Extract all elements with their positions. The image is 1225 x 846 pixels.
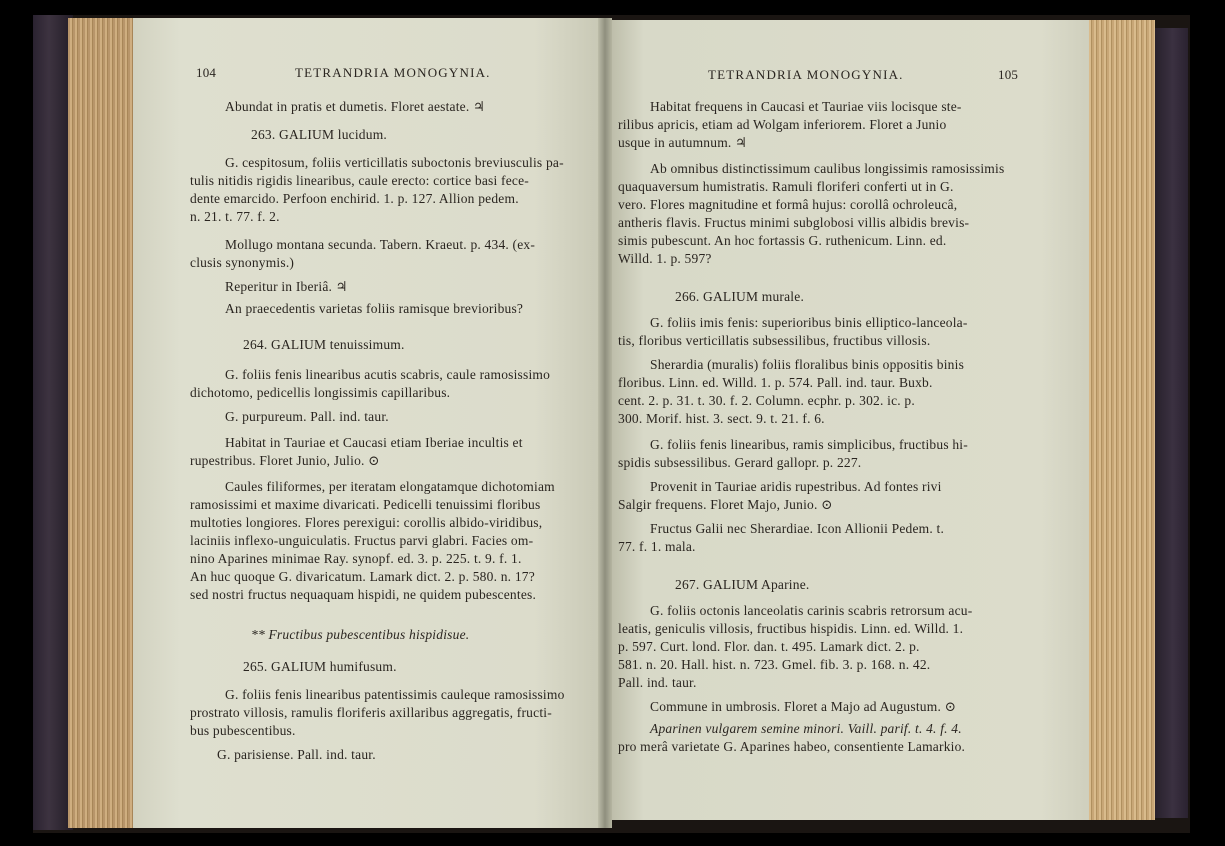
text-line: Abundat in pratis et dumetis. Floret aestate. ♃: [225, 99, 486, 114]
text-line: 300. Morif. hist. 3. sect. 9. t. 21. f. 6.: [618, 411, 825, 426]
text-line: rilibus apricis, etiam ad Wolgam inferiorem. Floret a Junio: [618, 117, 947, 132]
text-line: G. foliis fenis linearibus, ramis simplicibus, fructibus hi-: [650, 437, 968, 452]
text-line: antheris flavis. Fructus minimi subglobosi villis albidis brevis-: [618, 215, 970, 230]
text-line: tis, floribus verticillatis subsessilibus, fructibus villosis.: [618, 333, 931, 348]
running-head-right: TETRANDRIA MONOGYNIA.: [708, 67, 904, 82]
text-line: leatis, geniculis villosis, fructibus hispidis. Linn. ed. Willd. 1.: [618, 621, 964, 636]
text-line: prostrato villosis, ramulis floriferis axillaribus aggregatis, fructi-: [190, 705, 552, 720]
text-line: G. foliis fenis linearibus acutis scabris, caule ramosissimo: [225, 367, 551, 382]
page-number-left: 104: [196, 65, 217, 80]
text-line: clusis synonymis.): [190, 255, 295, 270]
text-line: G. foliis fenis linearibus patentissimis cauleque ramosissimo: [225, 687, 565, 702]
text-line: Sherardia (muralis) foliis floralibus binis oppositis binis: [650, 357, 965, 372]
text-line: spidis subsessilibus. Gerard gallopr. p. 227.: [618, 455, 862, 470]
left-page-block: [68, 18, 138, 828]
text-line: n. 21. t. 77. f. 2.: [190, 209, 280, 224]
right-page: [605, 20, 1089, 820]
text-line: G. parisiense. Pall. ind. taur.: [217, 747, 376, 762]
right-cover-edge: [1150, 28, 1188, 818]
text-line: dichotomo, pedicellis longissimis capillaribus.: [190, 385, 451, 400]
text-line: G. cespitosum, foliis verticillatis suboctonis breviusculis pa-: [225, 155, 564, 170]
text-line: Habitat in Tauriae et Caucasi etiam Iberiae incultis et: [225, 435, 523, 450]
text-line: 77. f. 1. mala.: [618, 539, 696, 554]
text-line: Commune in umbrosis. Floret a Majo ad Augustum. ⊙: [650, 699, 957, 714]
text-line: cent. 2. p. 31. t. 30. f. 2. Column. ecphr. p. 302. ic. p.: [618, 393, 915, 408]
text-line: laciniis inflexo-unguiculatis. Fructus parvi glabri. Facies om-: [190, 533, 534, 548]
text-line: Mollugo montana secunda. Tabern. Kraeut. p. 434. (ex-: [225, 237, 536, 252]
species-heading: 266. GALIUM murale.: [675, 289, 805, 304]
text-line: Pall. ind. taur.: [618, 675, 697, 690]
text-line: Habitat frequens in Caucasi et Tauriae viis locisque ste-: [650, 99, 962, 114]
text-line: ramosissimi et maxime divaricati. Pedicelli tenuissimi floribus: [190, 497, 541, 512]
text-line: nino Aparines minimae Ray. synopf. ed. 3. p. 225. t. 9. f. 1.: [190, 551, 522, 566]
text-line: p. 597. Curt. lond. Flor. dan. t. 495. Lamark dict. 2. p.: [618, 639, 920, 654]
species-heading: 265. GALIUM humifusum.: [243, 659, 397, 674]
text-line: tulis nitidis rigidis linearibus, caule erecto: cortice basi fece-: [190, 173, 529, 188]
text-line: vero. Flores magnitudine et formâ hujus: corollâ ochroleucâ,: [618, 197, 958, 212]
running-head-left: TETRANDRIA MONOGYNIA.: [295, 65, 491, 80]
page-number-right: 105: [998, 67, 1019, 82]
text-line: Willd. 1. p. 597?: [618, 251, 712, 266]
text-line: Salgir frequens. Floret Majo, Junio. ⊙: [618, 497, 833, 512]
text-line: usque in autumnum. ♃: [618, 135, 748, 150]
text-line: G. foliis imis fenis: superioribus binis elliptico-lanceola-: [650, 315, 968, 330]
text-line: Reperitur in Iberiâ. ♃: [225, 279, 348, 294]
text-line: Caules filiformes, per iteratam elongatamque dichotomiam: [225, 479, 555, 494]
left-cover-edge: [33, 15, 73, 830]
text-line: multoties longiores. Flores perexigui: corollis albido-viridibus,: [190, 515, 543, 530]
text-line: simis pubescunt. An hoc fortassis G. ruthenicum. Linn. ed.: [618, 233, 947, 248]
text-line: Aparinen vulgarem semine minori. Vaill. parif. t. 4. f. 4.: [650, 721, 962, 736]
text-line: dente emarcido. Perfoon enchirid. 1. p. 127. Allion pedem.: [190, 191, 519, 206]
text-line: bus pubescentibus.: [190, 723, 296, 738]
species-heading: 267. GALIUM Aparine.: [675, 577, 810, 592]
text-line: Fructus Galii nec Sherardiae. Icon Allionii Pedem. t.: [650, 521, 945, 536]
text-line: sed nostri fructus nequaquam hispidi, ne quidem pubescentes.: [190, 587, 537, 602]
text-line: An huc quoque G. divaricatum. Lamark dict. 2. p. 580. n. 17?: [190, 569, 535, 584]
left-page: [133, 18, 605, 828]
text-line: 581. n. 20. Hall. hist. n. 723. Gmel. fib. 3. p. 168. n. 42.: [618, 657, 931, 672]
text-line: floribus. Linn. ed. Willd. 1. p. 574. Pall. ind. taur. Buxb.: [618, 375, 933, 390]
species-heading: 264. GALIUM tenuissimum.: [243, 337, 405, 352]
text-line: quaquaversum humistratis. Ramuli floriferi conferti ut in G.: [618, 179, 954, 194]
text-line: Provenit in Tauriae aridis rupestribus. Ad fontes rivi: [650, 479, 942, 494]
text-line: An praecedentis varietas foliis ramisque brevioribus?: [225, 301, 524, 316]
section-heading: ** Fructibus pubescentibus hispidisue.: [251, 627, 470, 642]
text-line: G. purpureum. Pall. ind. taur.: [225, 409, 389, 424]
text-line: Ab omnibus distinctissimum caulibus longissimis ramosissimis: [650, 161, 1005, 176]
book-gutter: [598, 18, 612, 828]
text-line: rupestribus. Floret Junio, Julio. ⊙: [190, 453, 380, 468]
species-heading: 263. GALIUM lucidum.: [251, 127, 387, 142]
text-line: G. foliis octonis lanceolatis carinis scabris retrorsum acu-: [650, 603, 973, 618]
right-page-block: [1087, 20, 1155, 820]
text-line: pro merâ varietate G. Aparines habeo, consentiente Lamarkio.: [618, 739, 966, 754]
